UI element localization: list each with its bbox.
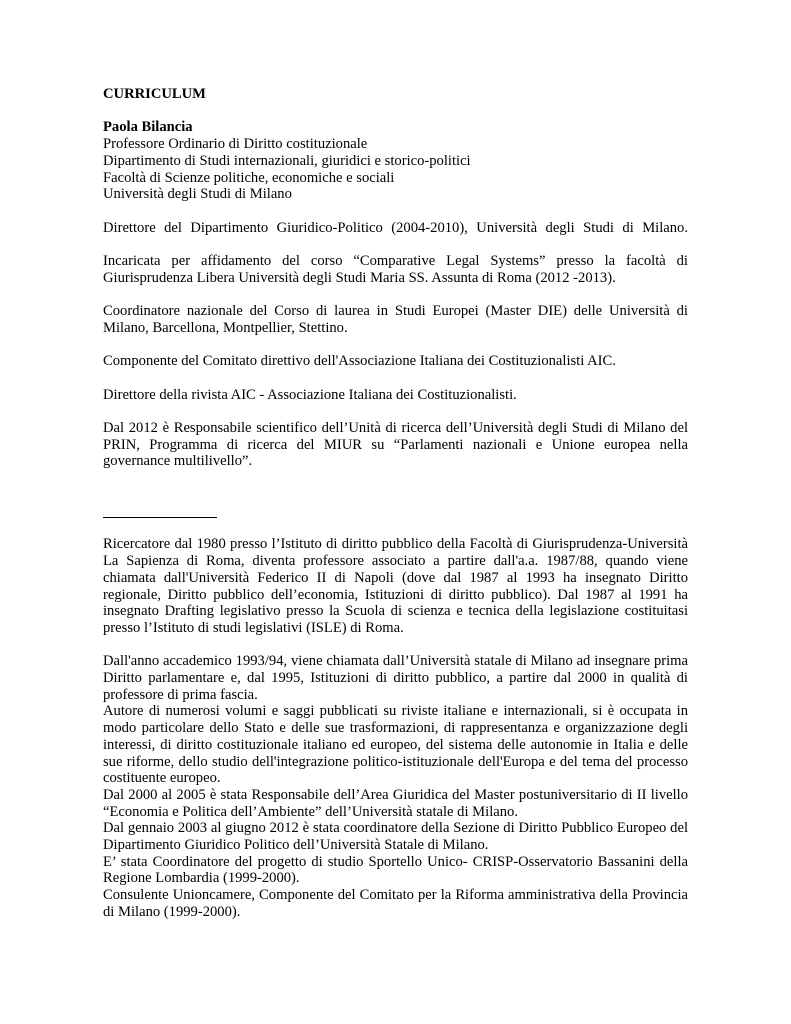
paragraph-milan-appointment: Dall'anno accademico 1993/94, viene chiamata dall’Università statale di Milano ad insegnare prima Diritto parlamentare e, dal 1995, Istituzioni di diritto pubblico, a partire dal 2000 in qualità di professore di prima fascia.	[103, 653, 688, 703]
spacer	[103, 103, 688, 120]
affiliation-line: Facoltà di Scienze politiche, economiche e sociali	[103, 169, 395, 186]
paragraph-coordinator: Coordinatore nazionale del Corso di laurea in Studi Europei (Master DIE) delle Università di Milano, Barcellona, Montpellier, Stettino.	[103, 303, 688, 336]
paragraph-director: Direttore del Dipartimento Giuridico-Politico (2004-2010), Università degli Studi di Milano.	[103, 219, 688, 236]
affiliation-line: Dipartimento di Studi internazionali, giuridici e storico-politici	[103, 152, 471, 169]
spacer	[103, 336, 688, 353]
paragraph-course: Incaricata per affidamento del corso “Comparative Legal Systems” presso la facoltà di Giurisprudenza Libera Università degli Studi Maria SS. Assunta di Roma (2012 -2013).	[103, 252, 688, 286]
paragraph-committee: Componente del Comitato direttivo dell'Associazione Italiana dei Costituzionalisti AIC.	[103, 353, 616, 370]
author-name: Paola Bilancia	[103, 119, 193, 136]
document-page	[103, 86, 688, 921]
paragraph-research-career: Ricercatore dal 1980 presso l’Istituto di diritto pubblico della Facoltà di Giurisprudenza-Università La Sapienza di Roma, diventa professore associato a partire dall'a.a. 1987/88, quando viene chiamata dall'Università Federico II di Napoli (dove dal 1987 al 1993 ha insegnato Diritto regionale, Diritto pubblico dell’economia, Istituzioni di diritto pubblico). Dal 1987 al 1991 ha insegnato Drafting legislativo presso la Scuola di scienza e tecnica della legislazione costituitasi presso l’Istituto di studi legislativi (ISLE) di Roma.	[103, 536, 688, 636]
affiliation-line: Professore Ordinario di Diritto costituzionale	[103, 136, 368, 153]
paragraph-master: Dal 2000 al 2005 è stata Responsabile dell’Area Giuridica del Master postuniversitario di II livello “Economia e Politica dell’Ambiente” dell’Università statale di Milano.	[103, 786, 688, 820]
paragraph-section-coordinator: Dal gennaio 2003 al giugno 2012 è stata coordinatore della Sezione di Diritto Pubblico Europeo del Dipartimento Giuridico Politico dell’Università Statale di Milano.	[103, 820, 688, 854]
document-title: CURRICULUM	[103, 86, 206, 102]
spacer	[103, 203, 688, 220]
spacer	[103, 286, 688, 303]
spacer	[103, 520, 688, 537]
spacer	[103, 370, 688, 387]
spacer	[103, 403, 688, 420]
separator-line	[103, 517, 217, 518]
paragraph-prin: Dal 2012 è Responsabile scientifico dell’Unità di ricerca dell’Università degli Studi di Milano del PRIN, Programma di ricerca del MIUR su “Parlamenti nazionali e Unione europea nella governance multilivello”.	[103, 419, 688, 470]
paragraph-sportello: E’ stata Coordinatore del progetto di studio Sportello Unico- CRISP-Osservatorio Bassanini della Regione Lombardia (1999-2000).	[103, 853, 688, 887]
spacer	[103, 470, 688, 503]
paragraph-unioncamere: Consulente Unioncamere, Componente del Comitato per la Riforma amministrativa della Provincia di Milano (1999-2000).	[103, 887, 688, 920]
paragraph-publications: Autore di numerosi volumi e saggi pubblicati su riviste italiane e internazionali, si è occupata in modo particolare dello Stato e delle sue trasformazioni, di rappresentanza e organizzazione degli interessi, di diritto costituzionale italiano ed europeo, del sistema delle autonomie in Italia e delle sue riforme, dello studio dell'integrazione politico-istituzionale dell'Europa e del tema del processo costituente europeo.	[103, 703, 688, 787]
paragraph-journal: Direttore della rivista AIC - Associazione Italiana dei Costituzionalisti.	[103, 386, 517, 403]
footnote-separator	[103, 503, 688, 520]
affiliation-line: Università degli Studi di Milano	[103, 186, 292, 203]
spacer	[103, 637, 688, 654]
spacer	[103, 236, 688, 253]
